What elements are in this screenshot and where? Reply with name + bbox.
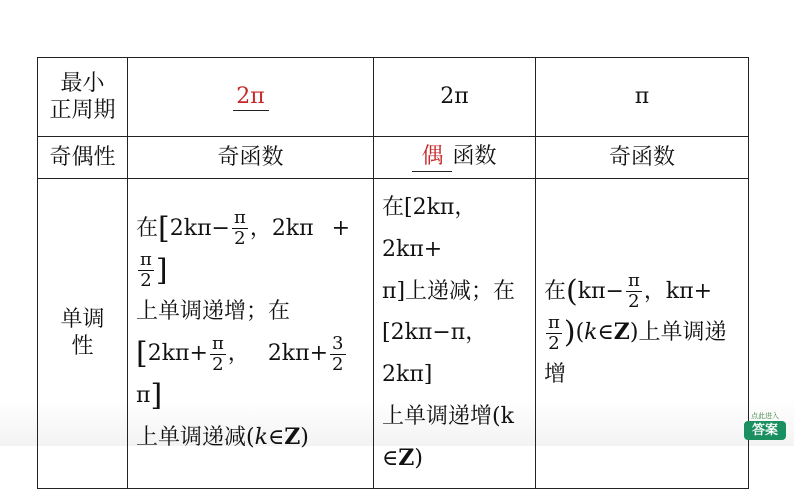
answer-button-group[interactable] xyxy=(744,412,786,442)
mono-sin-line4 xyxy=(136,417,365,459)
mono-sin-comma2: ， xyxy=(227,341,250,367)
cell-parity-sin: 奇函数 xyxy=(128,137,374,179)
frac-den: 2 xyxy=(548,332,560,354)
mono-tan-zai: 在 xyxy=(544,278,567,304)
answer-button[interactable]: 答案 xyxy=(744,421,786,440)
frac-num: π xyxy=(211,332,224,354)
cell-period-cos: 2π xyxy=(374,58,536,137)
fraction-pi-over-2 xyxy=(138,251,154,290)
mono-tan-comma-kpi-plus: ，kπ+ xyxy=(643,278,713,304)
right-bracket-icon: ] xyxy=(150,378,163,414)
mono-sin-line2: 上单调递增；在 xyxy=(136,299,291,325)
mono-sin-zai: 在 xyxy=(136,215,159,241)
fraction-3-over-2 xyxy=(330,332,345,375)
mono-cos-in: ∈ xyxy=(382,445,399,471)
mono-tan-k: k xyxy=(584,320,598,346)
frac-den: 2 xyxy=(332,353,344,375)
answer-hint-text: 点此进入 xyxy=(751,412,779,420)
mono-tan-kpi-minus: kπ− xyxy=(577,278,624,304)
mono-cos-close: ) xyxy=(414,445,423,471)
right-paren-icon: ) xyxy=(563,315,576,351)
mono-cos-Z: Z xyxy=(398,444,415,471)
answer-blank-parity: 偶 xyxy=(412,143,452,172)
frac-num: π xyxy=(548,311,560,333)
trig-properties-table xyxy=(37,57,749,489)
cell-parity-tan: 奇函数 xyxy=(536,137,749,179)
mono-tan-text xyxy=(536,263,748,404)
mono-tan-line3: 增 xyxy=(544,362,567,388)
left-bracket-icon: [ xyxy=(158,210,170,246)
mono-cos-text xyxy=(374,179,535,488)
mono-tan-open: ( xyxy=(575,320,585,346)
cell-mono-cos xyxy=(374,179,536,489)
frac-num: π xyxy=(140,249,152,271)
row-monotonicity xyxy=(38,179,749,489)
cell-mono-sin xyxy=(128,179,374,489)
mono-sin-line1 xyxy=(136,208,365,292)
mono-sin-2kpi-plus: 2kπ+ xyxy=(147,341,208,367)
fraction-pi-over-2 xyxy=(232,209,248,248)
mono-sin-dec: 上单调递减( xyxy=(136,424,255,450)
row-header-monotonicity xyxy=(38,179,128,489)
cell-period-tan: π xyxy=(536,58,749,137)
mono-sin-2kpi2: 2kπ+ xyxy=(267,341,329,367)
cell-mono-tan xyxy=(536,179,749,489)
row-header-mono-line1: 单调 xyxy=(60,306,105,332)
frac-den: 2 xyxy=(234,228,246,250)
cell-period-sin xyxy=(128,58,374,137)
mono-cos-line2: π]上递减；在 xyxy=(382,278,516,304)
cell-parity-cos xyxy=(374,137,536,179)
mono-cos-line5 xyxy=(382,438,527,480)
frac-den: 2 xyxy=(140,270,152,292)
mono-sin-plus: + xyxy=(331,215,351,241)
mono-cos-line1: 在[2kπ，2kπ+ xyxy=(382,195,477,262)
right-bracket-icon: ] xyxy=(155,252,168,288)
mono-tan-line1 xyxy=(544,271,740,313)
mono-sin-comma-2kpi: ，2kπ xyxy=(249,215,314,241)
fraction-pi-over-2 xyxy=(546,311,562,354)
mono-sin-close: ) xyxy=(300,424,309,450)
frac-den: 2 xyxy=(212,353,224,375)
left-paren-icon: ( xyxy=(566,273,578,309)
answer-blank-period: 2π xyxy=(233,83,269,112)
row-header-period xyxy=(38,58,128,137)
mono-cos-line3: [2kπ−π，2kπ] xyxy=(382,320,488,388)
mono-sin-2kpi-minus: 2kπ− xyxy=(169,215,230,241)
left-bracket-icon: [ xyxy=(136,336,148,372)
frac-num: π xyxy=(233,207,246,229)
row-header-parity: 奇偶性 xyxy=(38,137,128,179)
mono-tan-close-text: )上单调递 xyxy=(629,320,727,346)
frac-den: 2 xyxy=(628,291,640,313)
mono-sin-pi: π xyxy=(136,383,151,409)
mono-tan-in: ∈ xyxy=(597,320,614,346)
cell-parity-cos-suffix: 函数 xyxy=(452,144,497,170)
mono-sin-k: k xyxy=(254,424,268,450)
row-header-period-line2: 正周期 xyxy=(49,98,116,123)
mono-sin-in: ∈ xyxy=(267,424,285,450)
row-period xyxy=(38,58,749,137)
mono-sin-text xyxy=(128,200,373,467)
mono-sin-Z: Z xyxy=(284,423,301,450)
mono-sin-line3 xyxy=(136,333,365,417)
row-header-period-line1: 最小 xyxy=(60,70,105,96)
mono-cos-line4: 上单调递增(k xyxy=(382,403,514,429)
mono-tan-Z: Z xyxy=(613,319,630,346)
frac-num: π xyxy=(627,270,640,292)
fraction-pi-over-2 xyxy=(210,332,226,375)
frac-num: 3 xyxy=(332,332,344,354)
mono-tan-line2 xyxy=(544,312,740,354)
row-header-mono-line2: 性 xyxy=(71,334,94,360)
row-parity xyxy=(38,137,749,179)
fraction-pi-over-2 xyxy=(626,272,642,311)
